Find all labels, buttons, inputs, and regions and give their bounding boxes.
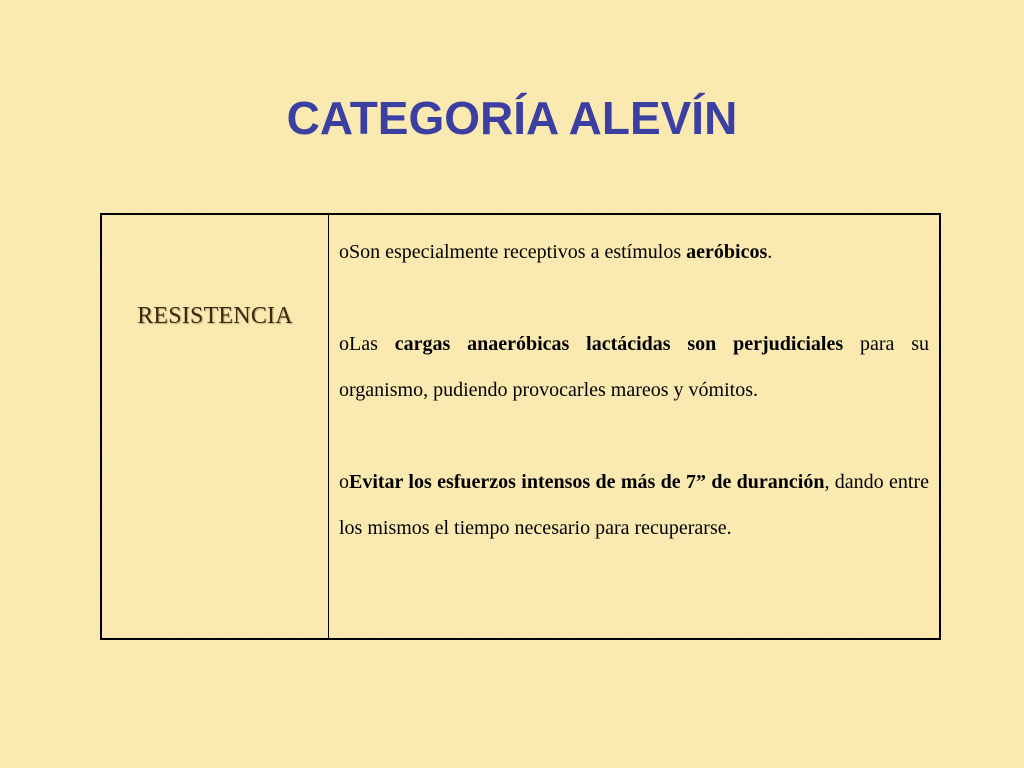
point-text: , dando entre los mismos el tiempo necesario para recuperarse. <box>339 471 929 539</box>
point-text: Son especialmente receptivos a estímulos <box>349 241 687 263</box>
bullet-marker: o <box>339 471 349 493</box>
point-emphasis: aeróbicos <box>686 241 768 263</box>
point-text: . <box>767 241 773 263</box>
bullet-point-anaerobic <box>339 321 929 413</box>
slide-title: CATEGORÍA ALEVÍN <box>286 92 738 144</box>
category-label: RESISTENCIA <box>137 303 293 329</box>
point-text: Las <box>349 333 395 355</box>
category-cell <box>101 214 329 639</box>
bullet-point-effort <box>339 459 929 551</box>
bullet-marker: o <box>339 333 349 355</box>
content-table <box>100 213 941 640</box>
bullet-point-aerobic <box>339 229 929 275</box>
point-text: para su organismo, pudiendo provocarles mareos y vómitos. <box>339 333 929 401</box>
bullet-marker: o <box>339 241 349 263</box>
points-cell <box>329 214 941 639</box>
table-row <box>101 214 940 639</box>
point-emphasis: Evitar los esfuerzos intensos de más de 7” de duranción <box>349 471 825 493</box>
point-emphasis: cargas anaeróbicas lactácidas son perjudiciales <box>394 333 844 355</box>
